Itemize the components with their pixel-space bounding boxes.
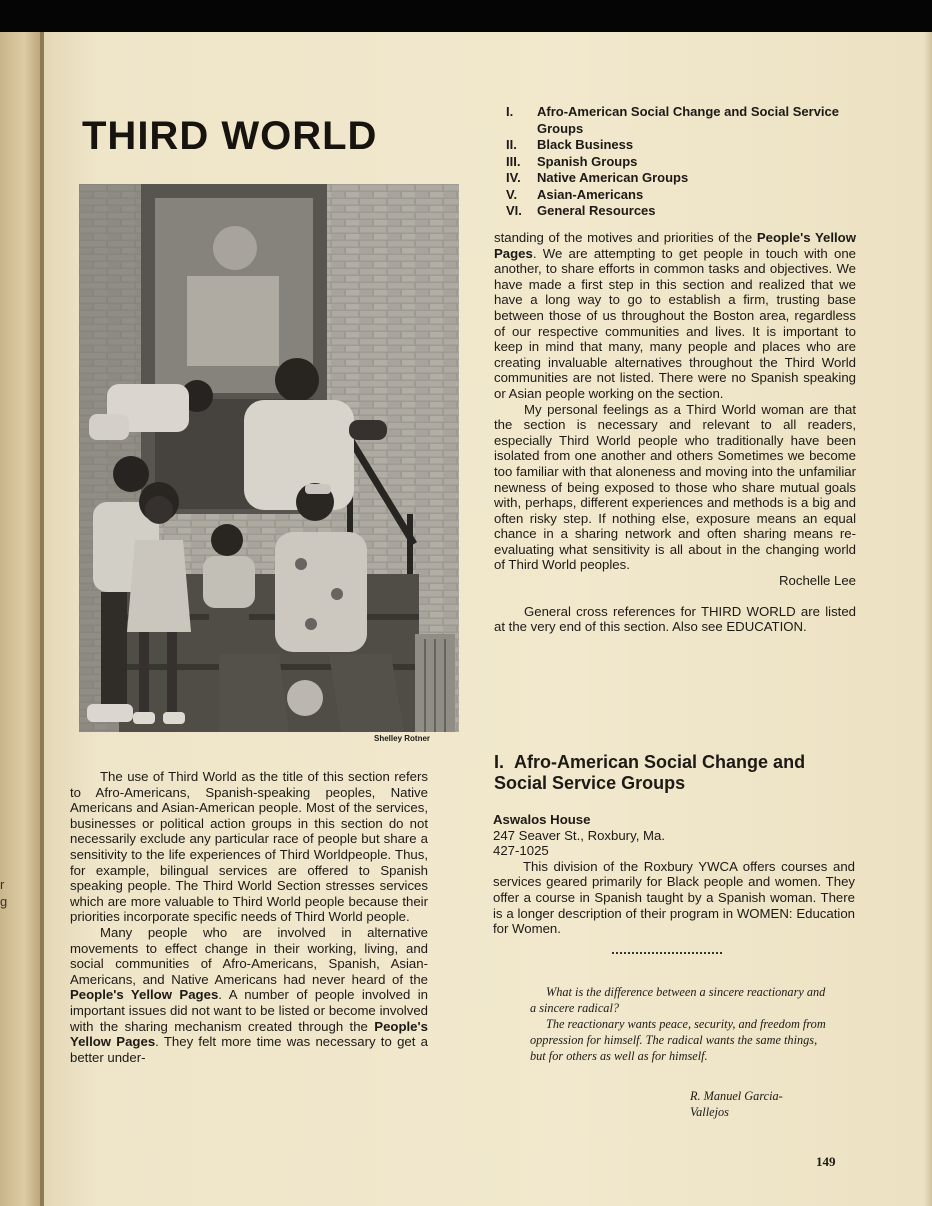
contents-item [506, 154, 867, 171]
personal-paragraph: My personal feelings as a Third World woman are that the section is necessary and relevant to all readers, especially Third World people who traditionally have been isolated from one another and others Sometimes we become too familiar with that aloneness and moving into the unfamiliar newness of being exposed to those who share mutual goals with, perhaps, different experiences and methods is a big and often risky step. If nothing else, exposure means an equal chance in a sharing network and often sharing means re-evaluating what sensitivity is all about in the changing world of Third World peoples. [494, 401, 856, 573]
quote-block [530, 984, 830, 1064]
contents-label: Afro-American Social Change and Social Service Groups [537, 104, 839, 136]
dotted-separator [612, 952, 722, 954]
entry-phone: 427-1025 [493, 843, 549, 859]
quote-attribution [690, 1088, 783, 1120]
family-photo [79, 184, 459, 732]
contents-item [506, 104, 867, 137]
family-photo-image [79, 184, 459, 732]
paragraph-text: . They felt more time was necessary to get a better under- [70, 1034, 428, 1065]
contents-item [506, 203, 867, 220]
contents-number: V. [506, 186, 518, 202]
contents-label: Black Business [537, 137, 634, 152]
quote-answer: The reactionary wants peace, security, and freedom from oppression for himself. The radical wants the same things, but for others as well as for himself. [530, 1017, 826, 1063]
cross-reference-paragraph: General cross references for THIRD WORLD are listed at the very end of this section. Also see EDUCATION. [494, 603, 856, 635]
page-title: THIRD WORLD [82, 114, 378, 158]
left-column [70, 769, 428, 1065]
section-heading [494, 752, 854, 794]
contents-item [506, 187, 867, 204]
previous-page-edge [0, 32, 44, 1206]
contents-label: Native American Groups [537, 170, 689, 185]
contents-label: General Resources [537, 203, 656, 218]
scan-top-border [0, 0, 932, 32]
entry-address: 247 Seaver St., Roxbury, Ma. [493, 827, 666, 843]
pyp-bold: People's Yellow Pages [70, 987, 219, 1003]
contents-label: Asian-Americans [537, 186, 644, 202]
page-number: 149 [816, 1154, 836, 1169]
pyp-bold: People's Yellow Pages [70, 1018, 428, 1050]
contents-number: II. [506, 137, 517, 152]
people-paragraph [70, 925, 428, 1065]
paragraph-text: Many people who are involved in alternative movements to effect change in their working, living, and social communities of Afro-Americans, Spanish, Asian-Americans, and Native Americans had never heard of the [70, 924, 428, 987]
right-column [494, 230, 856, 635]
intro-paragraph: The use of Third World as the title of this section refers to Afro-Americans, Spanish-speaking peoples, Native Americans and Asian-American people. Most of the services, businesses or political action groups in this section do not necessarily exclude any particular race of people but share a sensitivity to the life experiences of Third Worldpeople. Thus, for example, bilingual services are offered to Spanish speaking people. The Third World Section stresses services which are more valuable to Third World people because their priorities incorporate specific needs of Third World people. [70, 769, 428, 925]
quote-question: What is the difference between a sincere reactionary and a sincere radical? [530, 985, 826, 1015]
contents-item [506, 170, 867, 187]
contents-number: IV. [506, 170, 521, 185]
entry-description: This division of the Roxbury YWCA offers courses and services geared primarily for Black people and women. They offer a course in Spanish taught by a Spanish woman. There is a longer description of their program in WOMEN: Education for Women. [493, 858, 855, 937]
pyp-bold: People's Yellow Pages [494, 230, 856, 261]
entry-name: Aswalos House [493, 812, 591, 827]
section-contents [506, 104, 867, 220]
page [44, 32, 932, 1206]
listing-entry [493, 812, 855, 937]
prev-page-fragment: r [0, 877, 5, 892]
quote-author-line: R. Manuel Garcia- [690, 1089, 783, 1103]
contents-number: III. [506, 153, 521, 169]
paragraph-text: . We are attempting to get people in touch with one another, to share efforts in common tasks and objectives. We have made a first step in this section and realized that we have a long way to go to establish a firm, trusting base between those of us throughout the Boston area, regardless of our respective communities and lives. It is important to keep in mind that many, many people and places who are creating invaluable alternatives throughout the Third World communities are not listed. There were no Spanish speaking or Asian people working on the section. [494, 245, 856, 401]
section-number: I. [494, 752, 505, 772]
contents-number: I. [506, 104, 514, 119]
photo-credit: Shelley Rotner [374, 734, 431, 743]
section-title: Afro-American Social Change and Social Service Groups [494, 752, 806, 793]
motives-paragraph [494, 230, 856, 402]
prev-page-fragment: g [0, 894, 8, 909]
quote-author-line: Vallejos [690, 1105, 729, 1119]
contents-item [506, 137, 867, 154]
author-signature: Rochelle Lee [779, 573, 856, 589]
paragraph-text: . A number of people involved in important issues did not want to be listed or become involved with the sharing mechanism created through the [70, 987, 429, 1034]
paragraph-text: standing of the motives and priorities of the [494, 230, 757, 245]
contents-label: Spanish Groups [537, 153, 638, 169]
contents-number: VI. [506, 203, 522, 218]
